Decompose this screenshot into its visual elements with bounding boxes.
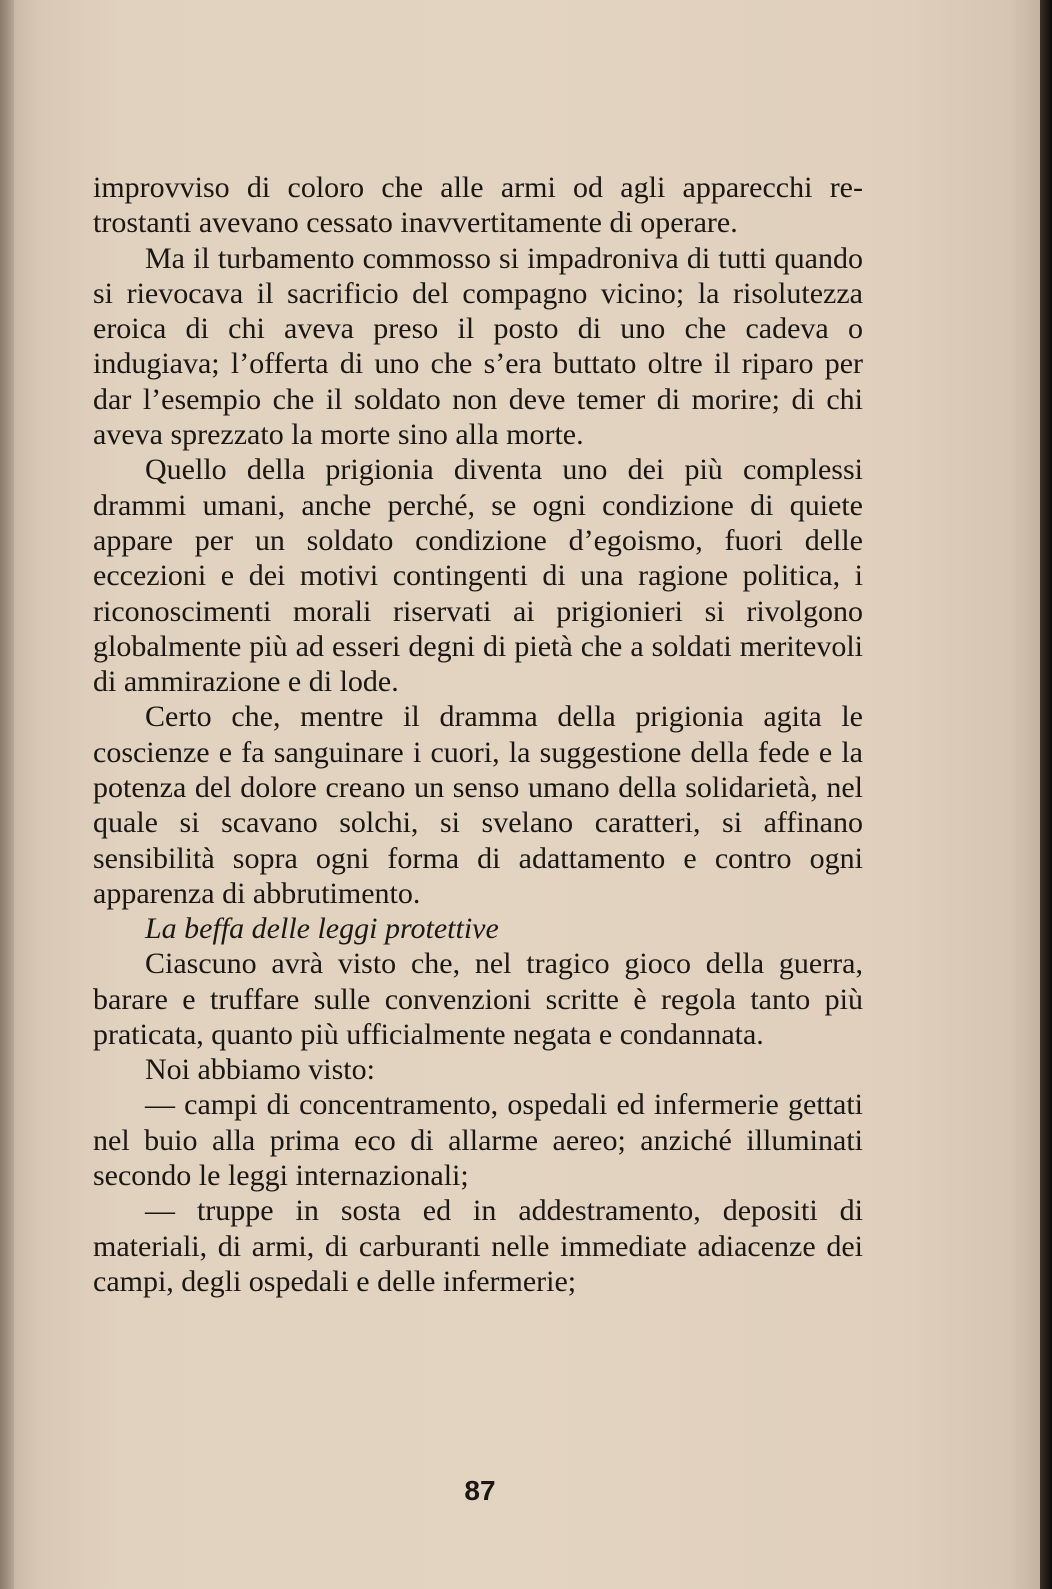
book-edge bbox=[1040, 0, 1052, 1589]
page-number: 87 bbox=[464, 1475, 496, 1506]
paragraph: Ciascuno avrà visto che, nel tragico gioco della guerra, barare e truffare sulle convenzioni scritte è regola tanto più praticata, quanto più ufficialmente negata e condannata. bbox=[93, 947, 863, 1051]
section-heading: La beffa delle leggi protettive bbox=[145, 912, 499, 946]
paragraph: Noi abbiamo visto: bbox=[145, 1053, 375, 1087]
paragraph: Certo che, mentre il dramma della prigionia agita le coscienze e fa sanguinare i cuori, la suggestione della fede e la potenza del dolore creano un senso umano della solidarietà, nel quale si scavano solchi, si svelano caratteri, si affinano sensibilità sopra ogni forma di adattamento e contro ogni apparenza di abbrutimento. bbox=[93, 700, 863, 910]
list-item: — truppe in sosta ed in addestramento, depositi di materiali, di armi, di carburanti nelle immediate adiacenze dei campi, degli ospedali e delle infermerie; bbox=[93, 1194, 863, 1298]
body-text bbox=[93, 170, 863, 1299]
paragraph: improvviso di coloro che alle armi od agli apparecchi retrostanti avevano cessato inavvertitamente di operare. bbox=[93, 171, 863, 240]
paragraph: Quello della prigionia diventa uno dei più complessi drammi umani, anche perché, se ogni condizione di quiete appare per un soldato condizione d’egoismo, fuori delle eccezioni e dei motivi contingenti di una ragione politica, i riconoscimenti morali riservati ai prigionieri si rivolgono globalmente più ad esseri degni di pietà che a soldati meritevoli di ammirazione e di lode. bbox=[93, 453, 863, 699]
page-gutter-shadow bbox=[0, 0, 14, 1589]
list-item: — campi di concentramento, ospedali ed infermerie gettati nel buio alla prima eco di allarme aereo; anziché illuminati secondo le leggi internazionali; bbox=[93, 1088, 863, 1193]
paragraph: Ma il turbamento commosso si impadroniva di tutti quando si rievocava il sacrificio del compagno vicino; la risolutezza eroica di chi aveva preso il posto di uno che cadeva o indugiava; l’offerta di uno che s’era buttato oltre il riparo per dar l’esempio che il soldato non deve temer di morire; di chi aveva sprezzato la morte sino alla morte. bbox=[93, 241, 863, 452]
